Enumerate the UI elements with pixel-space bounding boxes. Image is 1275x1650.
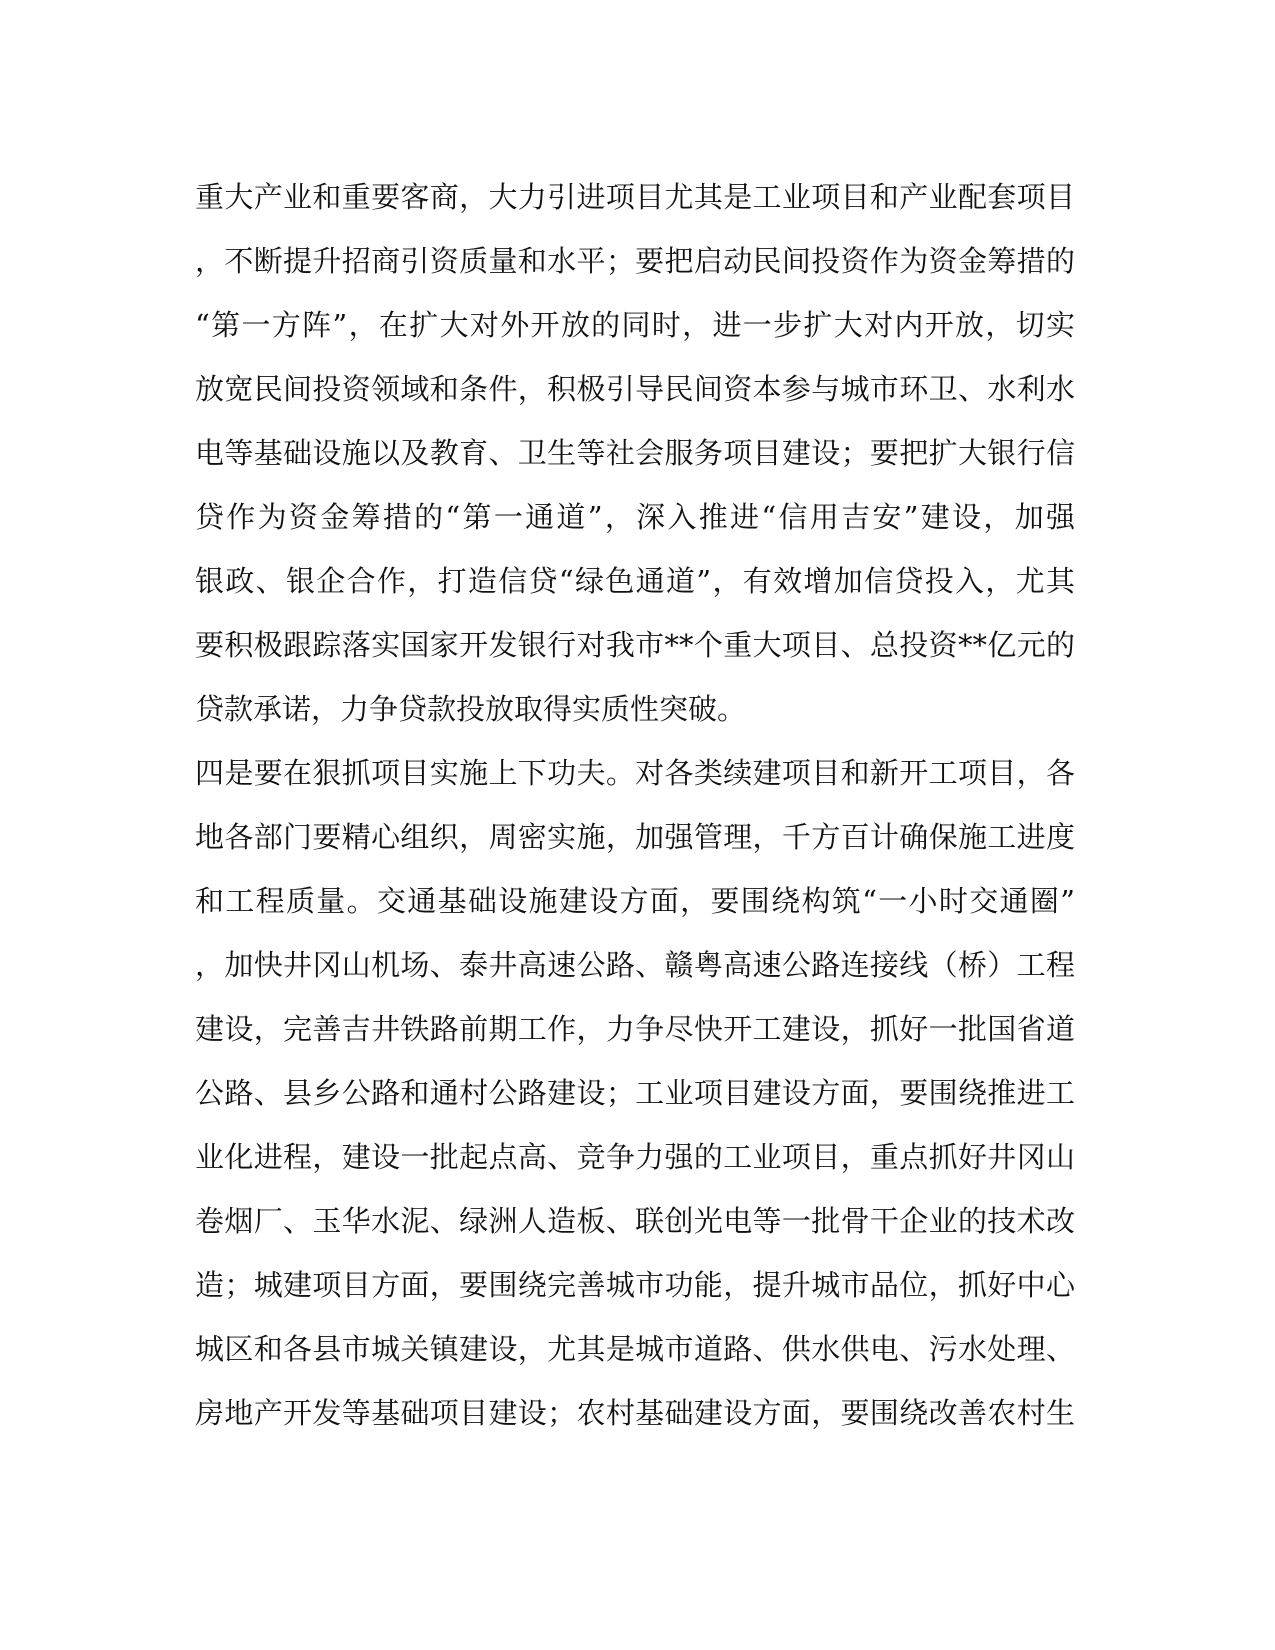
text-line: 业化进程，建设一批起点高、竞争力强的工业项目，重点抓好井冈山 (195, 1140, 1075, 1174)
text-line: 电等基础设施以及教育、卫生等社会服务项目建设；要把扩大银行信 (195, 436, 1075, 470)
text-line: 和工程质量。交通基础设施建设方面，要围绕构筑“一小时交通圈” (195, 884, 1075, 918)
text-line: 卷烟厂、玉华水泥、绿洲人造板、联创光电等一批骨干企业的技术改 (195, 1204, 1075, 1238)
text-line: 地各部门要精心组织，周密实施，加强管理，千方百计确保施工进度 (195, 820, 1075, 854)
text-line: 要积极跟踪落实国家开发银行对我市**个重大项目、总投资**亿元的 (195, 628, 1075, 662)
text-line: 城区和各县市城关镇建设，尤其是城市道路、供水供电、污水处理、 (195, 1332, 1075, 1366)
text-line: 重大产业和重要客商，大力引进项目尤其是工业项目和产业配套项目 (195, 180, 1075, 214)
text-line: 贷款承诺，力争贷款投放取得实质性突破。 (195, 692, 747, 726)
text-line: 四是要在狠抓项目实施上下功夫。对各类续建项目和新开工项目，各 (195, 756, 1075, 790)
text-line: “第一方阵”，在扩大对外开放的同时，进一步扩大对内开放，切实 (195, 308, 1075, 342)
text-line: ，不断提升招商引资质量和水平；要把启动民间投资作为资金筹措的 (195, 244, 1075, 278)
text-line: ，加快井冈山机场、泰井高速公路、赣粤高速公路连接线（桥）工程 (195, 948, 1075, 982)
body-text (195, 165, 1075, 1445)
text-line: 放宽民间投资领域和条件，积极引导民间资本参与城市环卫、水利水 (195, 372, 1075, 406)
paragraph-1 (195, 165, 1075, 741)
text-line: 贷作为资金筹措的“第一通道”，深入推进“信用吉安”建设，加强 (195, 500, 1075, 534)
text-line: 房地产开发等基础项目建设；农村基础建设方面，要围绕改善农村生 (195, 1396, 1075, 1430)
text-line: 建设，完善吉井铁路前期工作，力争尽快开工建设，抓好一批国省道 (195, 1012, 1075, 1046)
text-line: 公路、县乡公路和通村公路建设；工业项目建设方面，要围绕推进工 (195, 1076, 1075, 1110)
text-line: 银政、银企合作，打造信贷“绿色通道”，有效增加信贷投入，尤其 (195, 564, 1075, 598)
text-line: 造；城建项目方面，要围绕完善城市功能，提升城市品位，抓好中心 (195, 1268, 1075, 1302)
paragraph-2 (195, 741, 1075, 1445)
